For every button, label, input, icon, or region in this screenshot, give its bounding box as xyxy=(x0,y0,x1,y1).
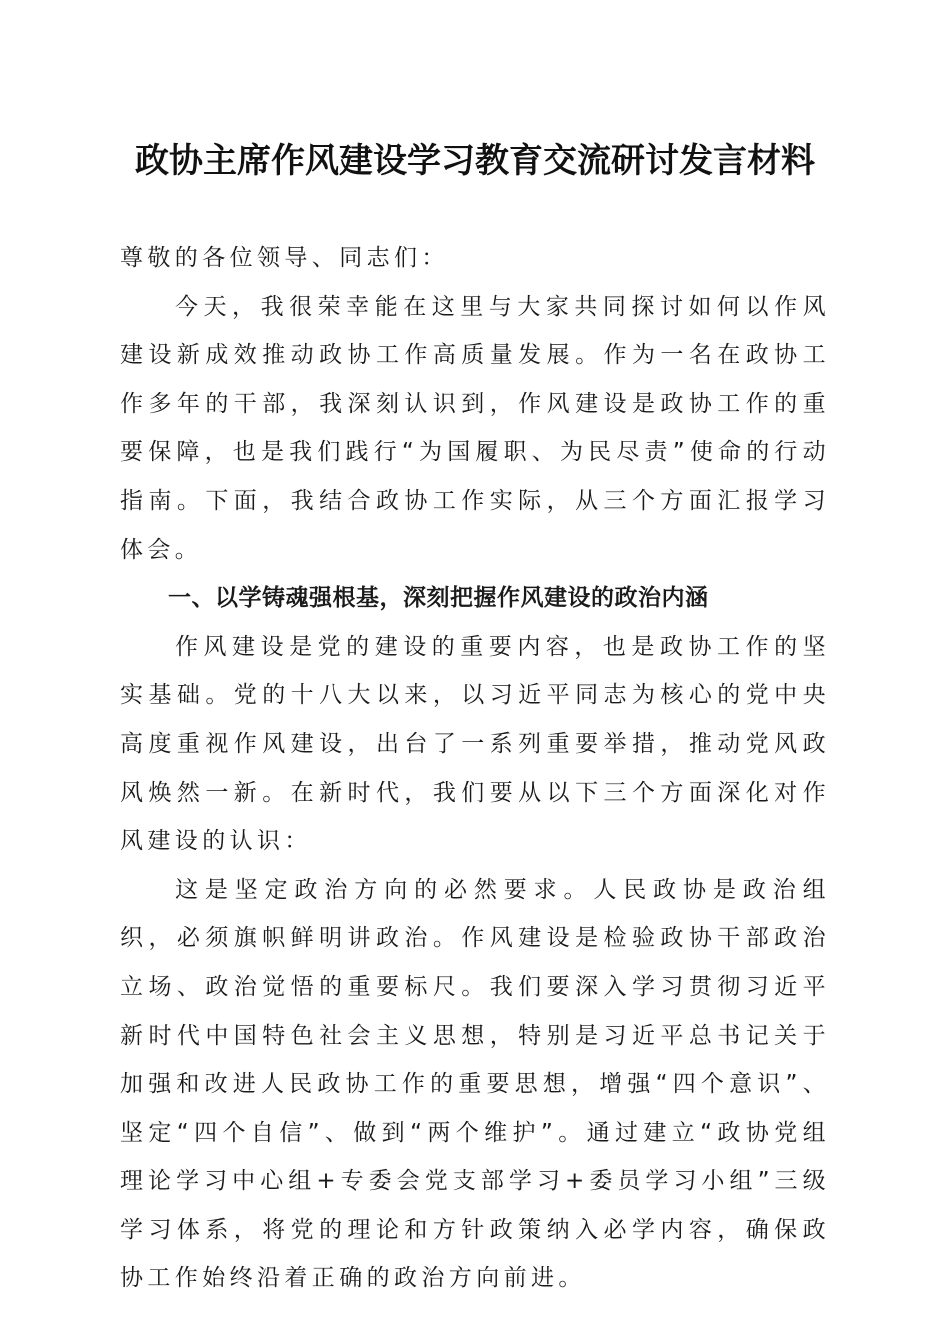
paragraph-section1-1: 作风建设是党的建设的重要内容，也是政协工作的坚实基础。党的十八大以来，以习近平同志为核心的党中央高度重视作风建设，出台了一系列重要举措，推动党风政风焕然一新。在新时代，我们要从以下三个方面深化对作风建设的认识： xyxy=(120,633,830,855)
document-title: 政协主席作风建设学习教育交流研讨发言材料 xyxy=(135,141,815,181)
paragraph-section1-2: 这是坚定政治方向的必然要求。人民政协是政治组织，必须旗帜鲜明讲政治。作风建设是检验政协干部政治立场、政治觉悟的重要标尺。我们要深入学习贯彻习近平新时代中国特色社会主义思想，特别是习近平总书记关于加强和改进人民政协工作的重要思想，增强“四个意识”、坚定“四个自信”、做到“两个维护”。通过建立“政协党组理论学习中心组+专委会党支部学习+委员学习小组”三级学习体系，将党的理论和方针政策纳入必学内容，确保政协工作始终沿着正确的政治方向前进。 xyxy=(120,876,830,1292)
salutation: 尊敬的各位领导、同志们： xyxy=(120,245,449,271)
section-heading-1: 一、以学铸魂强根基，深刻把握作风建设的政治内涵 xyxy=(168,585,709,612)
document-body xyxy=(120,234,830,1303)
paragraph-intro: 今天，我很荣幸能在这里与大家共同探讨如何以作风建设新成效推动政协工作高质量发展。作为一名在政协工作多年的干部，我深刻认识到，作风建设是政协工作的重要保障，也是我们践行“为国履职、为民尽责”使命的行动指南。下面，我结合政协工作实际，从三个方面汇报学习体会。 xyxy=(120,293,830,563)
